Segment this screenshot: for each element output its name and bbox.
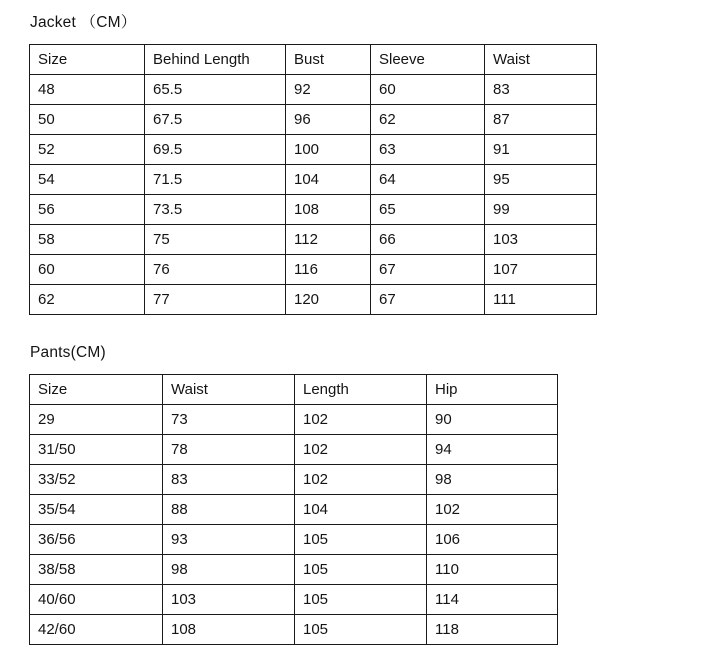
table-row [30, 555, 558, 585]
table-row [30, 435, 558, 465]
header-cell: Behind Length [145, 45, 286, 75]
table-row [30, 615, 558, 645]
table-cell: 118 [427, 615, 558, 645]
table-header-row [30, 45, 597, 75]
table-cell: 116 [286, 255, 371, 285]
table-cell: 88 [163, 495, 295, 525]
table-row [30, 285, 597, 315]
table-cell: 112 [286, 225, 371, 255]
table-cell: 60 [30, 255, 145, 285]
table-cell: 29 [30, 405, 163, 435]
table-cell: 67 [371, 285, 485, 315]
table-cell: 110 [427, 555, 558, 585]
table-row [30, 105, 597, 135]
table-cell: 104 [286, 165, 371, 195]
table-cell: 108 [163, 615, 295, 645]
table-cell: 78 [163, 435, 295, 465]
table-cell: 42/60 [30, 615, 163, 645]
table-cell: 40/60 [30, 585, 163, 615]
table-cell: 67.5 [145, 105, 286, 135]
jacket-size-table [29, 44, 597, 315]
table-row [30, 405, 558, 435]
table-cell: 91 [485, 135, 597, 165]
table-cell: 83 [485, 75, 597, 105]
table-cell: 60 [371, 75, 485, 105]
table-row [30, 165, 597, 195]
table-cell: 76 [145, 255, 286, 285]
table-cell: 52 [30, 135, 145, 165]
table-row [30, 525, 558, 555]
table-cell: 33/52 [30, 465, 163, 495]
table-cell: 65.5 [145, 75, 286, 105]
table-row [30, 585, 558, 615]
table-cell: 63 [371, 135, 485, 165]
table-cell: 102 [295, 465, 427, 495]
table-row [30, 465, 558, 495]
table-cell: 102 [295, 405, 427, 435]
header-cell: Hip [427, 375, 558, 405]
header-cell: Size [30, 375, 163, 405]
table-cell: 120 [286, 285, 371, 315]
table-cell: 114 [427, 585, 558, 615]
table-cell: 103 [163, 585, 295, 615]
table-cell: 102 [427, 495, 558, 525]
table-cell: 108 [286, 195, 371, 225]
table-cell: 83 [163, 465, 295, 495]
header-cell: Bust [286, 45, 371, 75]
table-cell: 106 [427, 525, 558, 555]
table-cell: 103 [485, 225, 597, 255]
header-cell: Length [295, 375, 427, 405]
table-cell: 105 [295, 525, 427, 555]
table-cell: 98 [427, 465, 558, 495]
header-cell: Sleeve [371, 45, 485, 75]
table-cell: 66 [371, 225, 485, 255]
table-cell: 48 [30, 75, 145, 105]
pants-table-title: Pants(CM) [30, 344, 106, 361]
header-cell: Waist [163, 375, 295, 405]
header-cell: Waist [485, 45, 597, 75]
table-cell: 87 [485, 105, 597, 135]
table-cell: 54 [30, 165, 145, 195]
table-cell: 93 [163, 525, 295, 555]
table-cell: 104 [295, 495, 427, 525]
table-header-row [30, 375, 558, 405]
table-cell: 69.5 [145, 135, 286, 165]
table-cell: 98 [163, 555, 295, 585]
table-cell: 62 [371, 105, 485, 135]
table-cell: 99 [485, 195, 597, 225]
table-cell: 90 [427, 405, 558, 435]
table-row [30, 195, 597, 225]
table-cell: 102 [295, 435, 427, 465]
table-cell: 105 [295, 615, 427, 645]
table-cell: 38/58 [30, 555, 163, 585]
table-row [30, 255, 597, 285]
table-cell: 95 [485, 165, 597, 195]
table-cell: 58 [30, 225, 145, 255]
table-cell: 105 [295, 585, 427, 615]
table-cell: 35/54 [30, 495, 163, 525]
table-cell: 73.5 [145, 195, 286, 225]
table-row [30, 135, 597, 165]
table-cell: 50 [30, 105, 145, 135]
table-cell: 64 [371, 165, 485, 195]
table-cell: 65 [371, 195, 485, 225]
table-cell: 56 [30, 195, 145, 225]
table-cell: 36/56 [30, 525, 163, 555]
table-cell: 73 [163, 405, 295, 435]
table-cell: 71.5 [145, 165, 286, 195]
pants-size-table [29, 374, 558, 645]
table-cell: 111 [485, 285, 597, 315]
table-cell: 67 [371, 255, 485, 285]
jacket-table-title: Jacket （CM） [30, 14, 137, 31]
table-cell: 105 [295, 555, 427, 585]
table-cell: 96 [286, 105, 371, 135]
table-row [30, 225, 597, 255]
table-cell: 92 [286, 75, 371, 105]
table-cell: 100 [286, 135, 371, 165]
table-cell: 31/50 [30, 435, 163, 465]
table-cell: 94 [427, 435, 558, 465]
table-row [30, 75, 597, 105]
table-cell: 107 [485, 255, 597, 285]
table-cell: 77 [145, 285, 286, 315]
table-row [30, 495, 558, 525]
header-cell: Size [30, 45, 145, 75]
table-cell: 75 [145, 225, 286, 255]
table-cell: 62 [30, 285, 145, 315]
